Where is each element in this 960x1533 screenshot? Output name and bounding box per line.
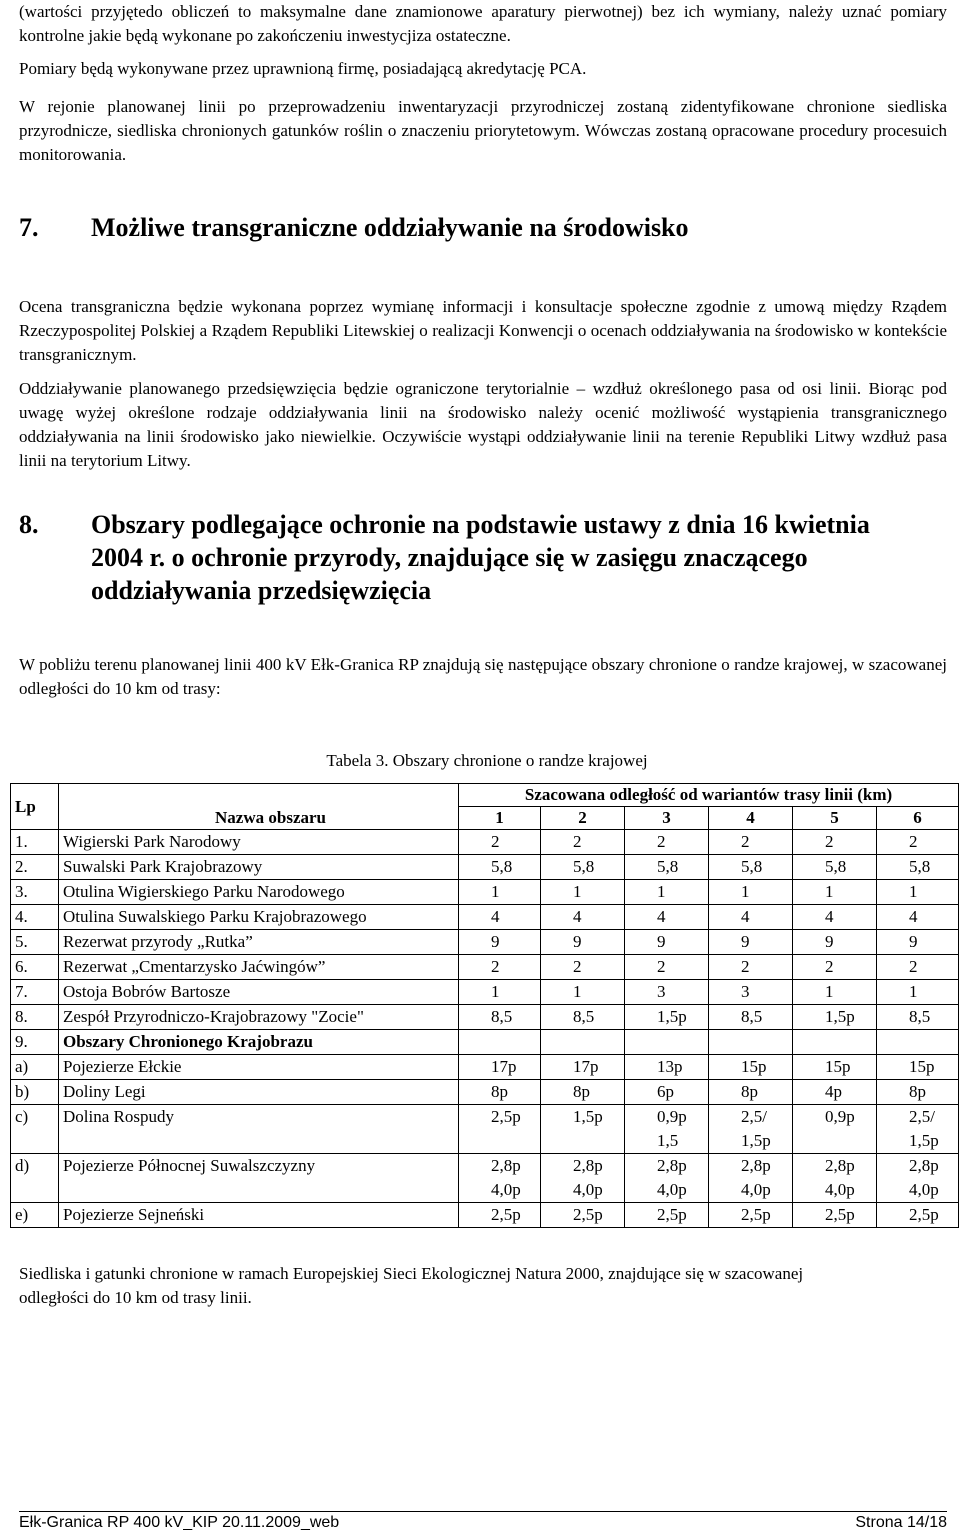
row-distance-variant-3: 2,8p 4,0p (625, 1154, 709, 1203)
paragraph-measurements: (wartości przyjętedo obliczeń to maksymalne dane znamionowe aparatury pierwotnej) bez ich wymiany, należy uznać pomiary kontrolne jakie będą wykonane po zakończeniu inwestycjiza ostateczne. (19, 2, 947, 45)
row-distance-variant-4: 9 (709, 930, 793, 955)
row-distance-variant-5: 9 (793, 930, 877, 955)
row-distance-variant-3: 6p (625, 1080, 709, 1105)
table-row (11, 930, 959, 955)
row-distance-variant-2: 8,5 (541, 1005, 625, 1030)
row-distance-variant-6 (877, 1030, 959, 1055)
row-distance-variant-1: 1 (459, 880, 541, 905)
row-distance-variant-5: 2,5p (793, 1203, 877, 1228)
row-distance-variant-6: 4 (877, 905, 959, 930)
header-variant-5: 5 (793, 807, 877, 830)
row-distance-variant-6: 2 (877, 955, 959, 980)
row-area-name: Doliny Legi (59, 1080, 459, 1105)
row-distance-variant-3 (625, 1030, 709, 1055)
row-lp: 3. (11, 880, 59, 905)
header-variant-6: 6 (877, 807, 959, 830)
row-distance-variant-3: 1,5p (625, 1005, 709, 1030)
row-area-name: Wigierski Park Narodowy (59, 830, 459, 855)
row-distance-variant-6: 1 (877, 980, 959, 1005)
row-lp: b) (11, 1080, 59, 1105)
row-area-name: Suwalski Park Krajobrazowy (59, 855, 459, 880)
table-row (11, 1105, 959, 1154)
table-row (11, 1080, 959, 1105)
paragraph-protected-areas-intro: W pobliżu terenu planowanej linii 400 kV Ełk-Granica RP znajdują się następujące obszary chronione o randze krajowej, w szacowanej odległości do 10 km od trasy: (19, 655, 947, 698)
section-8-title: Obszary podlegające ochronie na podstawie ustawy z dnia 16 kwietnia 2004 r. o ochronie przyrody, znajdujące się w zasięgu znaczącego oddziaływania przedsięwzięcia (91, 510, 870, 605)
row-distance-variant-4: 5,8 (709, 855, 793, 880)
row-distance-variant-2: 1,5p (541, 1105, 625, 1154)
table-row (11, 1203, 959, 1228)
row-distance-variant-2: 17p (541, 1055, 625, 1080)
row-distance-variant-5: 4 (793, 905, 877, 930)
row-distance-variant-5: 0,9p (793, 1105, 877, 1154)
row-area-name: Obszary Chronionego Krajobrazu (59, 1030, 459, 1055)
row-distance-variant-5: 4p (793, 1080, 877, 1105)
row-lp: 2. (11, 855, 59, 880)
protected-areas-table (10, 783, 959, 1228)
header-lp: Lp (11, 784, 59, 830)
row-distance-variant-4: 3 (709, 980, 793, 1005)
row-distance-variant-5: 2 (793, 830, 877, 855)
row-distance-variant-1: 2,5p (459, 1203, 541, 1228)
row-distance-variant-4: 2 (709, 955, 793, 980)
table-body (11, 830, 959, 1228)
row-distance-variant-5: 1 (793, 880, 877, 905)
section-7-heading (19, 211, 947, 244)
row-distance-variant-2 (541, 1030, 625, 1055)
row-distance-variant-1: 2,8p 4,0p (459, 1154, 541, 1203)
row-area-name: Ostoja Bobrów Bartosze (59, 980, 459, 1005)
table-row (11, 980, 959, 1005)
row-lp: 8. (11, 1005, 59, 1030)
row-distance-variant-1: 2 (459, 955, 541, 980)
header-area-name: Nazwa obszaru (59, 784, 459, 830)
table-row (11, 855, 959, 880)
row-distance-variant-4: 2,5/ 1,5p (709, 1105, 793, 1154)
row-distance-variant-5: 2 (793, 955, 877, 980)
page-footer (19, 1511, 947, 1533)
header-variant-3: 3 (625, 807, 709, 830)
row-area-name: Otulina Wigierskiego Parku Narodowego (59, 880, 459, 905)
row-distance-variant-1: 5,8 (459, 855, 541, 880)
row-distance-variant-3: 0,9p 1,5 (625, 1105, 709, 1154)
row-area-name: Pojezierze Ełckie (59, 1055, 459, 1080)
row-distance-variant-1 (459, 1030, 541, 1055)
paragraph-pca: Pomiary będą wykonywane przez uprawnioną firmę, posiadającą akredytację PCA. (19, 59, 587, 78)
row-distance-variant-2: 2,8p 4,0p (541, 1154, 625, 1203)
row-distance-variant-3: 3 (625, 980, 709, 1005)
row-area-name: Pojezierze Sejneński (59, 1203, 459, 1228)
row-distance-variant-4: 8p (709, 1080, 793, 1105)
row-distance-variant-5: 1,5p (793, 1005, 877, 1030)
table-row (11, 1154, 959, 1203)
table-row (11, 1055, 959, 1080)
row-distance-variant-3: 4 (625, 905, 709, 930)
protected-areas-table-wrapper (10, 783, 958, 1228)
header-variant-1: 1 (459, 807, 541, 830)
row-distance-variant-6: 5,8 (877, 855, 959, 880)
row-distance-variant-2: 5,8 (541, 855, 625, 880)
row-distance-variant-2: 1 (541, 980, 625, 1005)
row-area-name: Rezerwat przyrody „Rutka” (59, 930, 459, 955)
row-distance-variant-1: 2,5p (459, 1105, 541, 1154)
row-area-name: Otulina Suwalskiego Parku Krajobrazowego (59, 905, 459, 930)
row-distance-variant-6: 2,5/ 1,5p (877, 1105, 959, 1154)
row-distance-variant-4: 1 (709, 880, 793, 905)
row-distance-variant-4: 4 (709, 905, 793, 930)
row-distance-variant-6: 2,8p 4,0p (877, 1154, 959, 1203)
row-area-name: Pojezierze Północnej Suwalszczyzny (59, 1154, 459, 1203)
row-distance-variant-1: 9 (459, 930, 541, 955)
table-row (11, 830, 959, 855)
section-8-heading (19, 508, 947, 607)
row-distance-variant-6: 9 (877, 930, 959, 955)
row-distance-variant-5: 1 (793, 980, 877, 1005)
row-distance-variant-4: 8,5 (709, 1005, 793, 1030)
table-row (11, 1005, 959, 1030)
paragraph-transboundary-assessment: Ocena transgraniczna będzie wykonana poprzez wymianę informacji i konsultacje społeczne zgodnie z umową między Rządem Rzeczypospolitej Polskiej a Rządem Republiki Litewskiej o realizacji Konwencji o ocenach oddziaływania na środowisko w kontekście transgranicznym. (19, 297, 947, 364)
row-distance-variant-5: 5,8 (793, 855, 877, 880)
row-lp: 4. (11, 905, 59, 930)
row-lp: 6. (11, 955, 59, 980)
row-lp: 7. (11, 980, 59, 1005)
table-row (11, 1030, 959, 1055)
header-variant-4: 4 (709, 807, 793, 830)
row-lp: 1. (11, 830, 59, 855)
row-lp: c) (11, 1105, 59, 1154)
row-distance-variant-3: 2 (625, 955, 709, 980)
row-area-name: Dolina Rospudy (59, 1105, 459, 1154)
row-distance-variant-1: 1 (459, 980, 541, 1005)
row-distance-variant-6: 1 (877, 880, 959, 905)
row-distance-variant-2: 9 (541, 930, 625, 955)
table-row (11, 905, 959, 930)
section-8-number: 8. (19, 510, 39, 539)
row-distance-variant-6: 2 (877, 830, 959, 855)
paragraph-transboundary-impact: Oddziaływanie planowanego przedsięwzięcia będzie ograniczone terytorialnie – wzdłuż określonego pasa od osi linii. Biorąc pod uwagę wyżej określone rodzaje oddziaływania linii na środowisko należy ocenić możliwość wystąpienia transgranicznego oddziaływania na linii środowisko jako niewielkie. Oczywiście wystąpi oddziaływanie linii na terenie Republiki Litwy wzdłuż pasa linii na terytorium Litwy. (19, 379, 947, 470)
footer-page-number: Strona 14/18 (855, 1514, 947, 1531)
row-distance-variant-6: 8p (877, 1080, 959, 1105)
row-distance-variant-3: 1 (625, 880, 709, 905)
footer-document-id: Ełk-Granica RP 400 kV_KIP 20.11.2009_web (19, 1514, 340, 1531)
section-7-number: 7. (19, 213, 39, 242)
row-distance-variant-6: 15p (877, 1055, 959, 1080)
row-distance-variant-2: 8p (541, 1080, 625, 1105)
row-lp: a) (11, 1055, 59, 1080)
table-header-row-1 (11, 784, 959, 807)
row-distance-variant-5: 2,8p 4,0p (793, 1154, 877, 1203)
row-distance-variant-3: 2,5p (625, 1203, 709, 1228)
row-distance-variant-1: 8,5 (459, 1005, 541, 1030)
row-distance-variant-6: 8,5 (877, 1005, 959, 1030)
row-area-name: Rezerwat „Cmentarzysko Jaćwingów” (59, 955, 459, 980)
row-distance-variant-4: 2,8p 4,0p (709, 1154, 793, 1203)
row-distance-variant-1: 17p (459, 1055, 541, 1080)
paragraph-natura-2000: Siedliska i gatunki chronione w ramach Europejskiej Sieci Ekologicznej Natura 2000, znajdujące się w szacowanej odległości do 10 km od trasy linii. (19, 1264, 804, 1307)
row-distance-variant-4 (709, 1030, 793, 1055)
row-distance-variant-5 (793, 1030, 877, 1055)
row-area-name: Zespół Przyrodniczo-Krajobrazowy "Zocie" (59, 1005, 459, 1030)
section-7-title: Możliwe transgraniczne oddziaływanie na środowisko (91, 213, 689, 242)
row-distance-variant-5: 15p (793, 1055, 877, 1080)
row-distance-variant-1: 2 (459, 830, 541, 855)
row-distance-variant-2: 2,5p (541, 1203, 625, 1228)
table-row (11, 880, 959, 905)
header-distance-group: Szacowana odległość od wariantów trasy linii (km) (459, 784, 959, 807)
row-distance-variant-1: 4 (459, 905, 541, 930)
row-distance-variant-1: 8p (459, 1080, 541, 1105)
row-distance-variant-2: 2 (541, 830, 625, 855)
row-lp: 5. (11, 930, 59, 955)
paragraph-inventory: W rejonie planowanej linii po przeprowadzeniu inwentaryzacji przyrodniczej zostaną zidentyfikowane chronione siedliska przyrodnicze, siedliska chronionych gatunków roślin o znaczeniu priorytetowym. Wówczas zostaną opracowane procedury procesuich monitorowania. (19, 97, 947, 164)
row-distance-variant-4: 15p (709, 1055, 793, 1080)
row-distance-variant-2: 4 (541, 905, 625, 930)
row-distance-variant-4: 2 (709, 830, 793, 855)
table-caption: Tabela 3. Obszary chronione o randze krajowej (326, 751, 648, 770)
row-lp: 9. (11, 1030, 59, 1055)
row-distance-variant-2: 2 (541, 955, 625, 980)
row-distance-variant-3: 13p (625, 1055, 709, 1080)
row-distance-variant-3: 2 (625, 830, 709, 855)
row-distance-variant-3: 5,8 (625, 855, 709, 880)
row-distance-variant-6: 2,5p (877, 1203, 959, 1228)
header-variant-2: 2 (541, 807, 625, 830)
row-distance-variant-3: 9 (625, 930, 709, 955)
row-lp: e) (11, 1203, 59, 1228)
row-distance-variant-4: 2,5p (709, 1203, 793, 1228)
row-distance-variant-2: 1 (541, 880, 625, 905)
row-lp: d) (11, 1154, 59, 1203)
table-row (11, 955, 959, 980)
